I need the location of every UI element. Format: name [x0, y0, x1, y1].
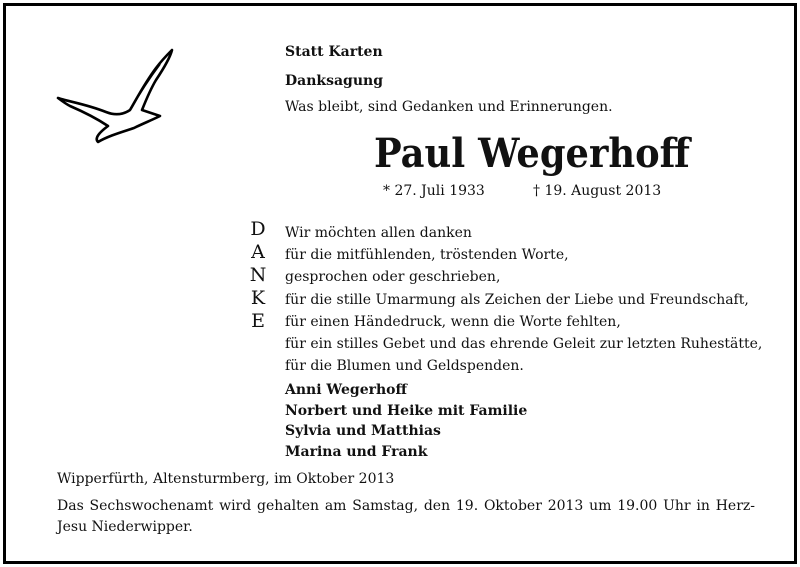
- thanks-line: für die stille Umarmung als Zeichen der Liebe und Freundschaft,: [285, 291, 749, 308]
- family-member: Norbert und Heike mit Familie: [285, 402, 528, 419]
- death-date: † 19. August 2013: [533, 183, 662, 199]
- thanks-text: [285, 222, 762, 377]
- place-date: Wipperfürth, Altensturmberg, im Oktober 2013: [57, 471, 395, 487]
- danksagung-heading: Danksagung: [285, 73, 383, 89]
- family-member: Sylvia und Matthias: [285, 423, 441, 439]
- obituary-notice: [3, 3, 797, 564]
- bird-icon: [56, 46, 176, 151]
- danke-letter: N: [249, 264, 267, 286]
- thanks-line: Wir möchten allen danken: [285, 225, 472, 241]
- memorial-quote: Was bleibt, sind Gedanken und Erinnerungen.: [285, 99, 613, 115]
- danke-letter: D: [250, 218, 266, 240]
- thanks-line: für die mitfühlenden, tröstenden Worte,: [285, 247, 569, 264]
- family-signatures: [285, 380, 527, 462]
- thanks-line: für ein stilles Gebet und das ehrende Geleit zur letzten Ruhestätte,: [285, 336, 763, 353]
- thanks-line: für einen Händedruck, wenn die Worte fehlten,: [285, 313, 621, 330]
- danke-letter: E: [251, 310, 265, 332]
- family-member: Marina und Frank: [285, 443, 428, 460]
- thanks-line: für die Blumen und Geldspenden.: [285, 358, 524, 375]
- service-announcement: Das Sechswochenamt wird gehalten am Samstag, den 19. Oktober 2013 um 19.00 Uhr in Herz-Jesu Niederwipper.: [57, 498, 755, 535]
- thanks-line: gesprochen oder geschrieben,: [285, 269, 501, 286]
- deceased-name: Paul Wegerhoff: [374, 130, 690, 177]
- danke-letter: K: [250, 287, 266, 309]
- family-member: Anni Wegerhoff: [285, 382, 407, 398]
- statt-karten: Statt Karten: [285, 44, 383, 60]
- danke-vertical: [246, 218, 270, 333]
- danke-letter: A: [251, 241, 265, 263]
- birth-date: * 27. Juli 1933: [383, 183, 485, 199]
